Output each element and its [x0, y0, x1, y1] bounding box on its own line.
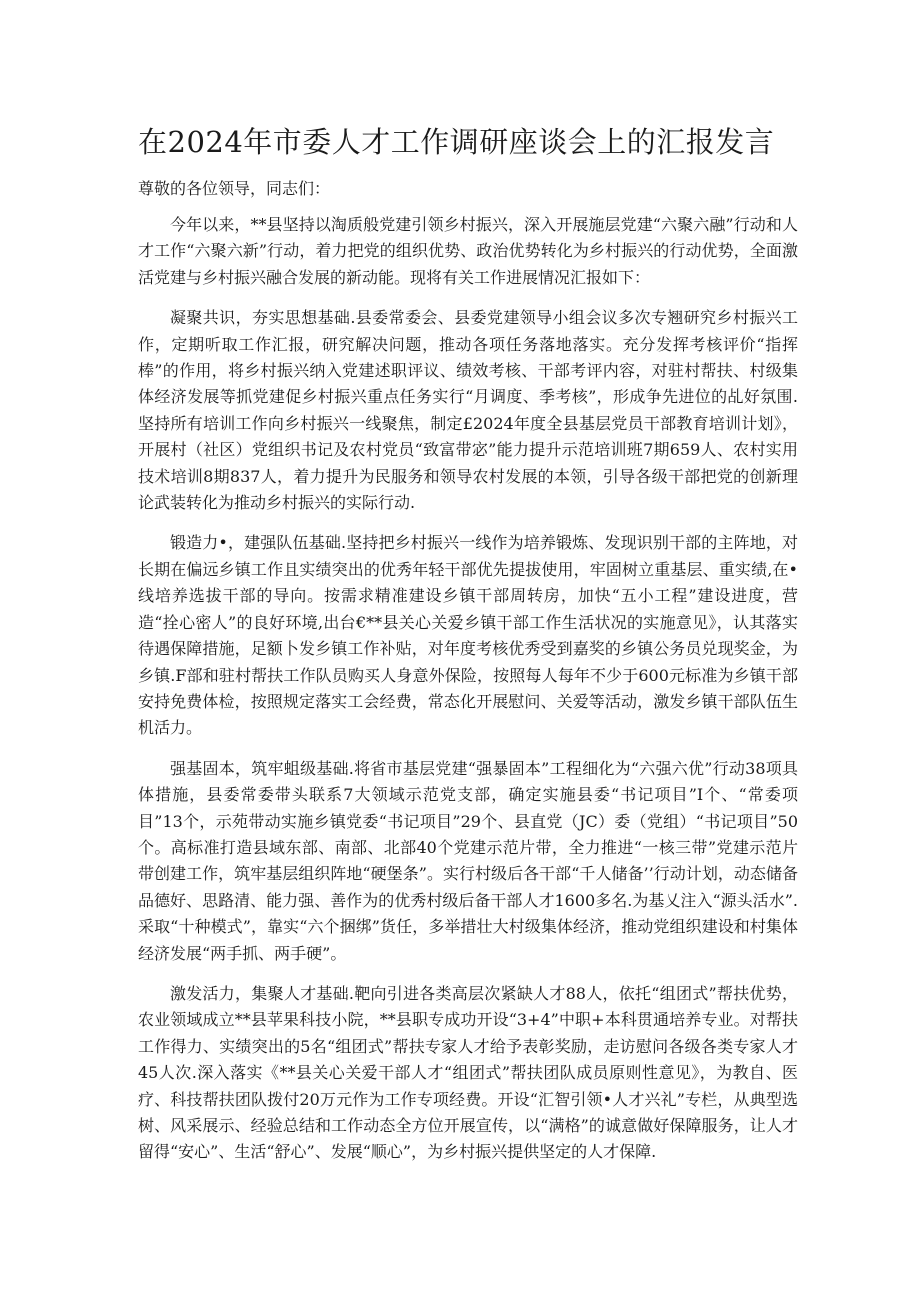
document-title: 在2024年市委人才工作调研座谈会上的汇报发言: [138, 125, 775, 159]
paragraph-talent: 激发活力，集聚人才基础.靶向引进各类高层次紧缺人才88人，依托“组团式”帮扶优势，农业领域成立**县苹果科技小院，**县职专成功开设“3+4”中职+本科贯通培养专业。对帮扶工作得力、实绩突出的5名“组团式”帮扶专家人才给予表彰奖励，走访慰问各级各类专家人才45人次.深入落实《**县关心关爱干部人才“组团式”帮扶团队成员原则性意见》，为教自、医疗、科技帮扶团队拨付20万元作为工作专项经费。开设“汇智引领•人才兴礼”专栏，从典型选树、风采展示、经验总结和工作动态全方位开展宣传，以“满格”的诚意做好保障服务，让人才留得“安心”、生活“舒心”、发展“顺心”，为乡村振兴提供坚定的人才保障.: [138, 983, 798, 1162]
paragraph-intro: 今年以来，**县坚持以淘质般党建引领乡村振兴，深入开展施层党建“六聚六融”行动和人才工作“六聚六新”行动，着力把党的组织优势、政治优势转化为乡村振兴的行动优势，全面激活党建与乡村振兴融合发展的新动能。现将有关工作进展情况汇报如下：: [138, 215, 798, 287]
paragraph-grassroots: 强基固本，筑牢蛆级基础.将省市基层党建“强暴固本”工程细化为“六强六优”行动38项具体措施，县委常委带头联系7大领域示范党支部，确定实施县委“书记项目”I个、“常委项目”13个，示苑带动实施乡镇党委“书记项目”29个、县直党（JC）委（党组）“书记项目”50个。高标准打造县域东部、南部、北部40个党建示范片带，全力推进“一核三带”党建示范片带创建工作，筑牢基层组织阵地“硬堡条”。实行村级后各干部“千人储备’’行动计划，动态储备品德好、思路清、能力强、善作为的优秀村级后备干部人才1600多名.为基乂注入“源头活水”.采取“十种模式”，靠实“六个捆绑”货任，多举措壮大村级集体经济，推动党组织建设和村集体经济发展“两手抓、两手硬”。: [138, 758, 798, 963]
document-body: [138, 176, 798, 1180]
paragraph-ideology: 凝聚共识，夯实思想基础.县委常委会、县委党建领导小组会议多次专翘研究乡村振兴工作，定期听取工作汇报，研究解决问题，推动各项任务落地落实。充分发挥考核评价“指挥棒”的作用，将乡村振兴纳入党建述职评议、绩效考核、干部考评内容，对驻村帮扶、村级集体经济发展等抓党建促乡村振兴重点任务实行“月调度、季考核”，形成争先进位的乩好氛围.坚持所有培训工作向乡村振兴一线聚焦，制定£2024年度全县基层党员干部教育培训计划》，开展村（社区）党组织书记及农村党员“致富带宓”能力提升示范培训班7期659人、农村实用技术培训8期837人，着力提升为民服务和领导农村发展的本领，引导各级干部把党的创新理论武装转化为推动乡村振兴的实际行动.: [138, 308, 798, 513]
paragraph-team-building: 锻造力•，建强队伍基础.坚持把乡村振兴一线作为培养锻炼、发现识别干部的主阵地，对长期在偏远乡镇工作且实绩突出的优秀年轻干部优先提拔使用，牢固树立重基层、重实绩,在•线培养选拔干部的导向。按需求精准建设乡镇干部周转房，加快“五小工程”建设进度，营造“拴心密人”的良好环境,出台€**县关心关爱乡镇干部工作生活状况的实施意见》，认其落实待遇保障措施，足额卜发乡镇工作补贴，对年度考核优秀受到嘉奖的乡镇公务员兑现奖金，为乡镇.F部和驻村帮扶工作队员购买人身意外保险，按照每人每年不少于600元标准为乡镇干部安持免费体检，按照规定落实工会经费，常态化开展慰问、关爱等活动，激发乡镇干部队伍生机活力。: [138, 533, 798, 738]
salutation: 尊敬的各位领导，同志们：: [138, 179, 331, 198]
